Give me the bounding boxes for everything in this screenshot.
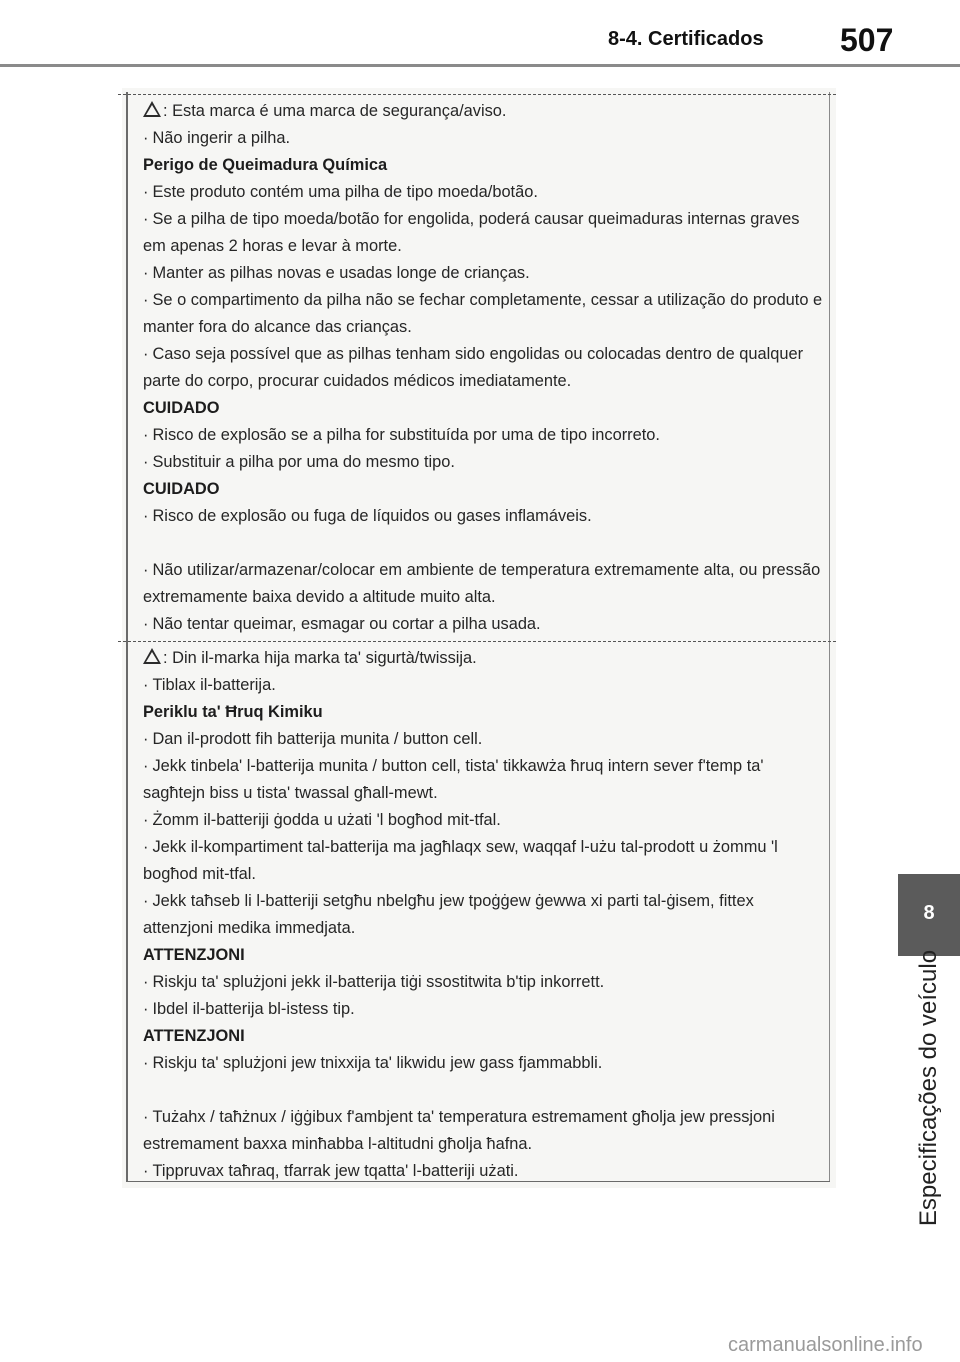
section-heading: Perigo de Queimadura Química <box>143 156 388 174</box>
list-item: · Tippruvax taħraq, tfarrak jew tqatta' l-batteriji użati. <box>143 1158 823 1185</box>
watermark: carmanualsonline.info <box>728 1334 923 1356</box>
page-number: 507 <box>840 22 894 58</box>
maltese-warning-block <box>143 645 823 1185</box>
warning-triangle-icon <box>143 648 161 664</box>
frame-left-border <box>126 92 128 1182</box>
caution-heading: CUIDADO <box>143 399 220 417</box>
chapter-number: 8 <box>923 902 935 924</box>
header-rule <box>0 64 960 67</box>
list-item: · Riskju ta' splużjoni jekk il-batterija tiġi ssostitwita b'tip inkorrett. <box>143 969 823 996</box>
list-item: · Jekk taħseb li l-batteriji setgħu nbelgħu jew tpoġġew ġewwa xi parti tal-ġisem, fittex attenzjoni medika immedjata. <box>143 888 823 942</box>
caution-heading: CUIDADO <box>143 480 220 498</box>
frame-divider <box>118 641 836 642</box>
warning-intro: : Din il-marka hija marka ta' sigurtà/twissija. <box>163 649 477 667</box>
list-item: · Este produto contém uma pilha de tipo moeda/botão. <box>143 179 823 206</box>
section-title: 8-4. Certificados <box>608 28 764 50</box>
caution-heading: ATTENZJONI <box>143 1027 245 1045</box>
chapter-tab[interactable] <box>898 874 960 956</box>
list-item: · Não tentar queimar, esmagar ou cortar a pilha usada. <box>143 611 823 638</box>
list-item: · Risco de explosão se a pilha for substituída por uma de tipo incorreto. <box>143 422 823 449</box>
list-item: · Se o compartimento da pilha não se fechar completamente, cessar a utilização do produto e manter fora do alcance das crianças. <box>143 287 823 341</box>
portuguese-warning-block <box>143 98 823 638</box>
list-item: · Manter as pilhas novas e usadas longe de crianças. <box>143 260 823 287</box>
list-item: · Jekk tinbela' l-batterija munita / button cell, tista' tikkawża ħruq intern sever f'temp ta' sagħtejn biss u tista' twassal għall-mewt. <box>143 753 823 807</box>
list-item: · Não utilizar/armazenar/colocar em ambiente de temperatura extremamente alta, ou pressão extremamente baixa devido a altitude muito alta. <box>143 557 823 611</box>
warning-intro: : Esta marca é uma marca de segurança/aviso. <box>163 102 507 120</box>
list-item: · Substituir a pilha por uma do mesmo tipo. <box>143 449 823 476</box>
list-item: · Tużahx / taħżnux / iġġibux f'ambjent ta' temperatura estremament għolja jew pressjoni estremament baxxa minħabba l-altitudni għolja ħafna. <box>143 1104 823 1158</box>
caution-heading: ATTENZJONI <box>143 946 245 964</box>
list-item: · Ibdel il-batterija bl-istess tip. <box>143 996 823 1023</box>
section-heading: Periklu ta' Ħruq Kimiku <box>143 703 323 721</box>
chapter-title: Especificações do veículo <box>915 949 942 1227</box>
list-item: · Caso seja possível que as pilhas tenham sido engolidas ou colocadas dentro de qualquer parte do corpo, procurar cuidados médicos imediatamente. <box>143 341 823 395</box>
list-item: · Jekk il-kompartiment tal-batterija ma jagħlaqx sew, waqqaf l-użu tal-prodott u żommu 'l bogħod mit-tfal. <box>143 834 823 888</box>
frame-right-border <box>829 92 830 1182</box>
list-item: · Żomm il-batteriji ġodda u użati 'l bogħod mit-tfal. <box>143 807 823 834</box>
list-item: · Se a pilha de tipo moeda/botão for engolida, poderá causar queimaduras internas graves em apenas 2 horas e levar à morte. <box>143 206 823 260</box>
list-item: · Dan il-prodott fih batterija munita / button cell. <box>143 726 823 753</box>
warning-triangle-icon <box>143 101 161 117</box>
list-item: · Tiblax il-batterija. <box>143 672 823 699</box>
list-item: · Não ingerir a pilha. <box>143 125 823 152</box>
list-item: · Risco de explosão ou fuga de líquidos ou gases inflamáveis. <box>143 503 823 530</box>
frame-top-border <box>118 94 836 95</box>
list-item: · Riskju ta' splużjoni jew tnixxija ta' likwidu jew gass fjammabbli. <box>143 1050 823 1077</box>
